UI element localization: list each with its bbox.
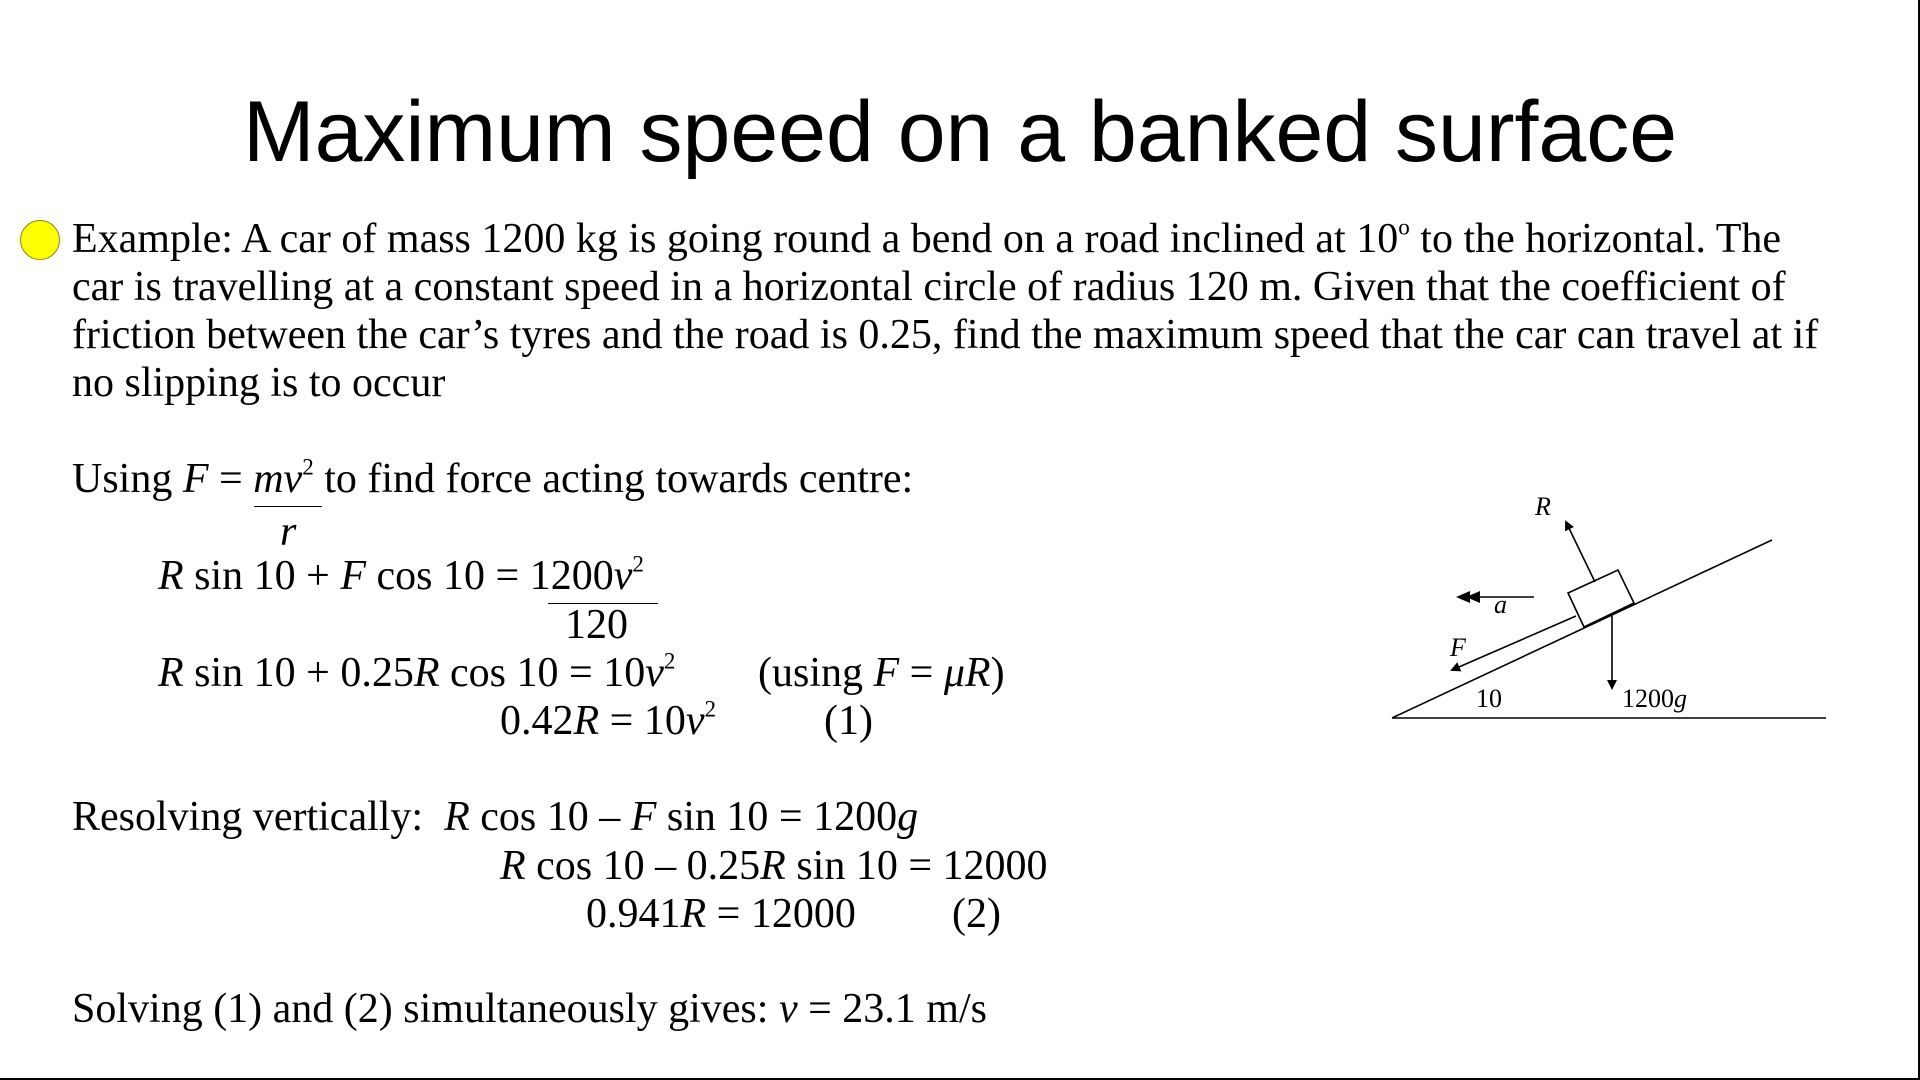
equation-5: R cos 10 – 0.25R sin 10 = 12000	[500, 843, 1048, 889]
incline-line	[1392, 540, 1772, 718]
equation-6-tag: (2)	[952, 891, 1001, 937]
solution-line: Solving (1) and (2) simultaneously gives: v = 23.1 m/s	[72, 986, 987, 1032]
slide-title: Maximum speed on a banked surface	[242, 84, 1678, 180]
using-formula-line: Using $F = mv^2$ to find force acting towards centre:	[72, 453, 914, 502]
equation-1: R sin 10 + F $\cos 10 = 1200v^2$	[158, 550, 644, 599]
equation-2: R sin 10 + 0.25R $\cos 10 = 10v^2$	[158, 647, 676, 696]
reaction-arrow	[1566, 522, 1595, 582]
equation-1-denominator: 120	[565, 602, 628, 648]
example-paragraph	[72, 215, 1902, 407]
label-F: F	[1450, 633, 1466, 662]
example-line-4: no slipping is to occur	[72, 360, 446, 406]
equation-2-note: (using F = μR)	[758, 650, 1005, 696]
equation-6: 0.941R = 12000	[586, 891, 856, 937]
equation-3-tag: (1)	[824, 698, 873, 744]
equation-3: $0.42R = 10v^2$	[500, 695, 717, 744]
label-R: R	[1535, 492, 1551, 521]
banked-surface-diagram	[1380, 490, 1840, 730]
label-a: a	[1494, 590, 1507, 619]
resolving-line: Resolving vertically: R cos 10 – F sin 10 = 1200g	[72, 794, 919, 840]
using-denominator: r	[280, 509, 297, 555]
label-angle: 10	[1476, 684, 1502, 713]
friction-arrow	[1452, 616, 1576, 670]
example-line-3: friction between the car’s tyres and the road is 0.25, find the maximum speed that the car can travel at if	[72, 312, 1819, 358]
label-weight: 1200g	[1622, 684, 1687, 713]
block-shape	[1568, 570, 1634, 627]
bullet-icon	[20, 220, 60, 260]
example-line-1: Example: A car of mass 1200 kg is going round a bend on a road inclined at 10$^o$ to the horizontal. The	[72, 213, 1782, 262]
example-line-2: car is travelling at a constant speed in a horizontal circle of radius 120 m. Given that the coefficient of	[72, 264, 1786, 310]
using-fraction-bar	[254, 506, 322, 507]
